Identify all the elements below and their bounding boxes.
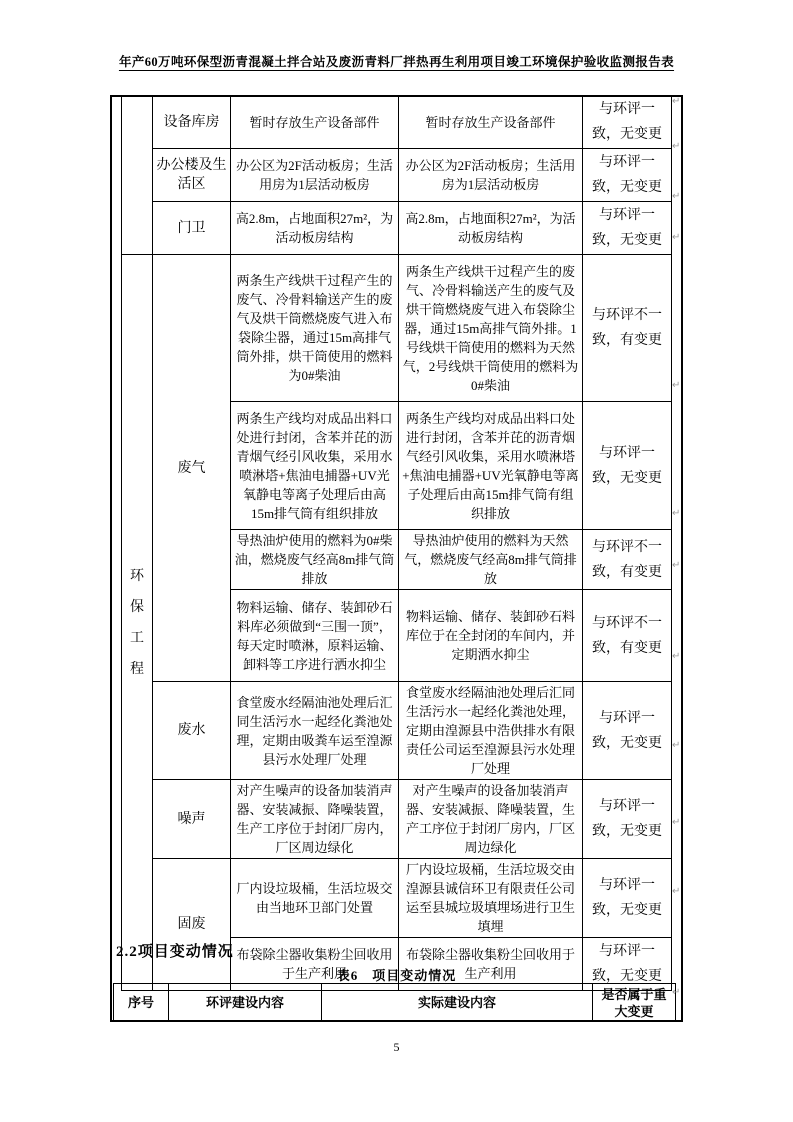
conclusion-cell: 与环评一致，无变更: [583, 780, 672, 859]
subcategory-waste-gas: 废气: [153, 255, 231, 682]
eia-content-cell: 导热油炉使用的燃料为0#柴油，燃烧废气经高8m排气筒排放: [231, 530, 399, 590]
table-caption: 表6 项目变动情况: [336, 968, 457, 983]
actual-content-cell: 办公区为2F活动板房；生活用房为1层活动板房: [399, 149, 583, 202]
actual-content-cell: 物料运输、储存、装卸砂石料库位于在全封闭的车间内，并定期洒水抑尘: [399, 590, 583, 682]
actual-content-cell: 布袋除尘器收集粉尘回收用于生产利用: [399, 938, 583, 991]
actual-content-cell: 两条生产线烘干过程产生的废气、冷骨料输送产生的废气及烘干筒燃烧废气进入布袋除尘器，通过15m高排气筒外排。1号线烘干筒使用的燃料为天然气，2号线烘干筒使用的燃料为0#柴油: [399, 255, 583, 402]
subcategory-noise: 噪声: [153, 780, 231, 859]
actual-content-cell: 两条生产线均对成品出料口处进行封闭，含苯并芘的沥青烟气经引风收集，采用水喷淋塔+焦油电捕器+UV光氧静电等离子处理后由高15m排气筒有组织排放: [399, 402, 583, 530]
table-row: [122, 96, 672, 149]
actual-content-cell: 暂时存放生产设备部件: [399, 96, 583, 149]
eia-content-cell: 布袋除尘器收集粉尘回收用于生产利用: [231, 938, 399, 991]
table-row: [122, 255, 672, 402]
eia-content-cell: 两条生产线均对成品出料口处进行封闭，含苯并芘的沥青烟气经引风收集，采用水喷淋塔+焦油电捕器+UV光氧静电等离子处理后由高15m排气筒有组织排放: [231, 402, 399, 530]
paragraph-mark-icon: ↵: [672, 740, 681, 751]
paragraph-mark-icon: ↵: [672, 380, 681, 391]
conclusion-cell: 与环评一致，无变更: [583, 859, 672, 938]
table-row: [122, 682, 672, 780]
conclusion-cell: 与环评一致，无变更: [583, 682, 672, 780]
conclusion-cell: 与环评一致，无变更: [583, 149, 672, 202]
conclusion-cell: 与环评不一致，有变更: [583, 590, 672, 682]
project-content-table: [121, 95, 672, 991]
eia-content-cell: 物料运输、储存、装卸砂石料库必须做到“三围一顶”，每天定时喷淋，原料运输、卸料等工序进行洒水抑尘: [231, 590, 399, 682]
paragraph-mark-icon: ↵: [672, 96, 681, 107]
eia-content-cell: 高2.8m，占地面积27m²，为活动板房结构: [231, 202, 399, 255]
paragraph-mark-icon: ↵: [672, 987, 681, 998]
header-eia-construction-content: 环评建设内容: [169, 984, 322, 1022]
eia-content-cell: 两条生产线烘干过程产生的废气、冷骨料输送产生的废气及烘干筒燃烧废气进入布袋除尘器，通过15m高排气筒外排，烘干筒使用的燃料为0#柴油: [231, 255, 399, 402]
form-outer-frame: [110, 95, 683, 1022]
subcategory-equipment-warehouse: 设备库房: [153, 96, 231, 149]
conclusion-cell: 与环评一致，无变更: [583, 402, 672, 530]
actual-content-cell: 厂内设垃圾桶，生活垃圾交由湟源县诚信环卫有限责任公司运至县城垃圾填埋场进行卫生填埋: [399, 859, 583, 938]
section-heading: 2.2项目变动情况: [116, 944, 234, 960]
paragraph-mark-icon: ↵: [672, 232, 681, 243]
document-title: 年产60万吨环保型沥青混凝土拌合站及废沥青料厂拌热再生利用项目竣工环境保护验收监测报告表: [118, 55, 675, 69]
conclusion-cell: 与环评一致，无变更: [583, 938, 672, 991]
eia-content-cell: 厂内设垃圾桶，生活垃圾交由当地环卫部门处置: [231, 859, 399, 938]
conclusion-cell: 与环评一致，无变更: [583, 202, 672, 255]
subcategory-solid-waste: 固废: [153, 859, 231, 991]
subcategory-office-living-area: 办公楼及生活区: [153, 149, 231, 202]
actual-content-cell: 对产生噪声的设备加装消声器、安装减振、降噪装置，生产工序位于封闭厂房内，厂区周边绿化: [399, 780, 583, 859]
actual-content-cell: 高2.8m，占地面积27m²，为活动板房结构: [399, 202, 583, 255]
table-row: [122, 149, 672, 202]
category-env-protection-works: [122, 255, 153, 991]
eia-content-cell: 对产生噪声的设备加装消声器、安装减振、降噪装置，生产工序位于封闭厂房内，厂区周边绿化: [231, 780, 399, 859]
paragraph-mark-icon: ↵: [672, 508, 681, 519]
eia-content-cell: 暂时存放生产设备部件: [231, 96, 399, 149]
header-serial-number: 序号: [114, 984, 169, 1022]
conclusion-cell: 与环评不一致，有变更: [583, 530, 672, 590]
subcategory-wastewater: 废水: [153, 682, 231, 780]
header-actual-construction-content: 实际建设内容: [322, 984, 593, 1022]
table-row: [122, 859, 672, 938]
table-row: [122, 202, 672, 255]
table-header-row: [114, 984, 676, 1022]
actual-content-cell: 食堂废水经隔油池处理后汇同生活污水一起经化粪池处理，定期由湟源县中浩供排水有限责任公司运至湟源县污水处理厂处理: [399, 682, 583, 780]
category-cell-empty: [122, 96, 153, 255]
subcategory-gatehouse: 门卫: [153, 202, 231, 255]
page-number: 5: [393, 1040, 400, 1054]
paragraph-mark-icon: ↵: [672, 141, 681, 152]
eia-content-cell: 食堂废水经隔油池处理后汇同生活污水一起经化粪池处理，定期由吸粪车运至湟源县污水处理厂处理: [231, 682, 399, 780]
paragraph-mark-icon: ↵: [672, 817, 681, 828]
paragraph-mark-icon: ↵: [672, 560, 681, 571]
conclusion-cell: 与环评不一致，有变更: [583, 255, 672, 402]
conclusion-cell: 与环评一致，无变更: [583, 96, 672, 149]
paragraph-mark-icon: ↵: [672, 191, 681, 202]
eia-content-cell: 办公区为2F活动板房；生活用房为1层活动板房: [231, 149, 399, 202]
category-label: 环保工程: [130, 568, 144, 677]
header-major-change: 是否属于重大变更: [593, 984, 676, 1022]
actual-content-cell: 导热油炉使用的燃料为天然气，燃烧废气经高8m排气筒排放: [399, 530, 583, 590]
table-row: [122, 780, 672, 859]
project-change-table: [113, 983, 676, 1022]
paragraph-mark-icon: ↵: [672, 886, 681, 897]
paragraph-mark-icon: ↵: [672, 651, 681, 662]
